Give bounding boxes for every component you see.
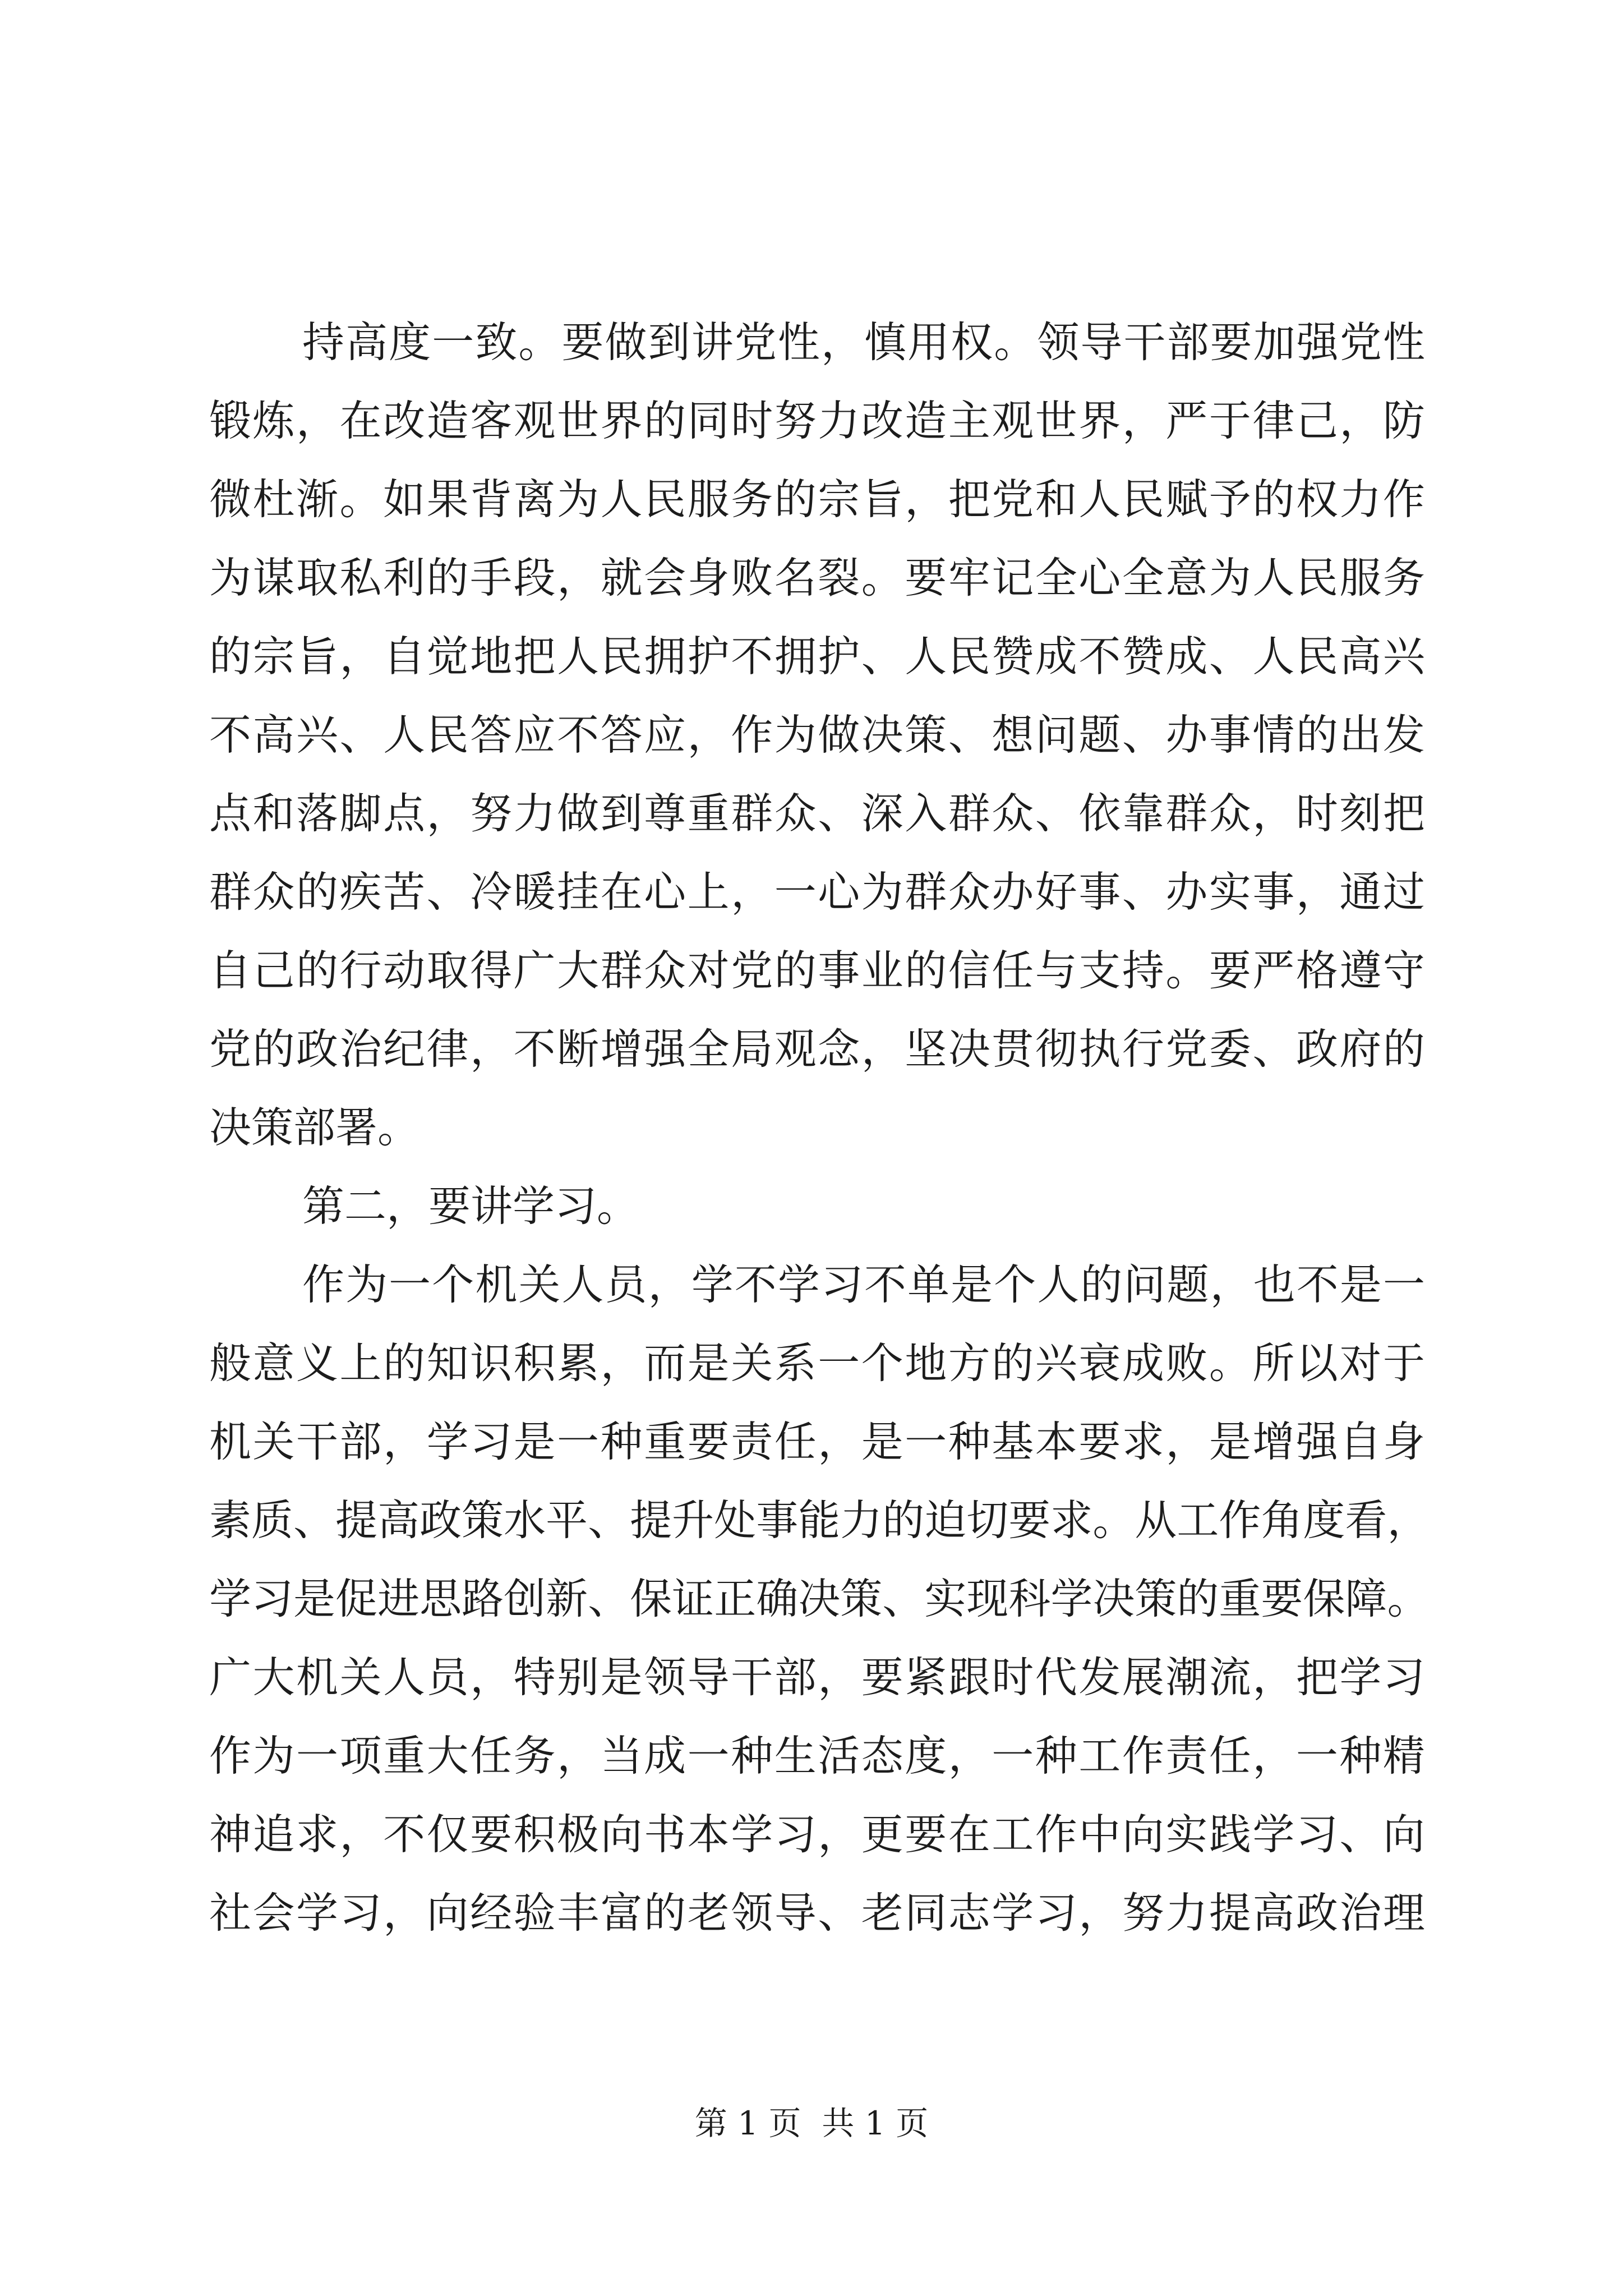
text-line: 自 己 的 行 动 取 得 广 大 群 众 对 党 的 事 业 的 信 任 与 支 持 。 要 严 格 遵 守 [209, 946, 1425, 995]
text-line: 作 为 一 项 重 大 任 务 ， 当 成 一 种 生 活 态 度 ， 一 种 工 作 责 任 ， 一 种 精 [209, 1731, 1425, 1780]
text-line: 点 和 落 脚 点 ， 努 力 做 到 尊 重 群 众 、 深 入 群 众 、 依 靠 群 众 ， 时 刻 把 [209, 789, 1425, 838]
page-footer: 第 1 页 共 1 页 [694, 2104, 929, 2142]
text-line: 锻 炼 ， 在 改 造 客 观 世 界 的 同 时 努 力 改 造 主 观 世 界 ， 严 于 律 己 ， 防 [209, 396, 1425, 445]
body-text [209, 303, 1430, 1952]
text-line: 学 习 是 促 进 思 路 创 新 、 保 证 正 确 决 策 、 实 现 科 学 决 策 的 重 要 保 障 。 [209, 1574, 1430, 1623]
text-line: 群 众 的 疾 苦 、 冷 暖 挂 在 心 上 ， 一 心 为 群 众 办 好 事 、 办 实 事 ， 通 过 [209, 867, 1425, 917]
text-line: 机 关 干 部 ， 学 习 是 一 种 重 要 责 任 ， 是 一 种 基 本 要 求 ， 是 增 强 自 身 [209, 1417, 1425, 1466]
text-line: 社 会 学 习 ， 向 经 验 丰 富 的 老 领 导 、 老 同 志 学 习 ， 努 力 提 高 政 治 理 [209, 1888, 1425, 1938]
text-line: 的 宗 旨 ， 自 觉 地 把 人 民 拥 护 不 拥 护 、 人 民 赞 成 不 赞 成 、 人 民 高 兴 [209, 632, 1425, 681]
text-line: 第二，要讲学习。 [302, 1181, 639, 1231]
text-line: 广 大 机 关 人 员 ， 特 别 是 领 导 干 部 ， 要 紧 跟 时 代 发 展 潮 流 ， 把 学 习 [209, 1653, 1425, 1702]
text-line: 党 的 政 治 纪 律 ， 不 断 增 强 全 局 观 念 ， 坚 决 贯 彻 执 行 党 委 、 政 府 的 [209, 1024, 1425, 1074]
text-line: 般 意 义 上 的 知 识 积 累 ， 而 是 关 系 一 个 地 方 的 兴 衰 成 败 。 所 以 对 于 [209, 1338, 1425, 1388]
text-line: 决策部署。 [209, 1103, 420, 1152]
text-line: 素 质 、 提 高 政 策 水 平 、 提 升 处 事 能 力 的 迫 切 要 求 。 从 工 作 角 度 看 ， [209, 1496, 1430, 1545]
text-line: 微 杜 渐 。 如 果 背 离 为 人 民 服 务 的 宗 旨 ， 把 党 和 人 民 赋 予 的 权 力 作 [209, 475, 1425, 524]
text-line: 为 谋 取 私 利 的 手 段 ， 就 会 身 败 名 裂 。 要 牢 记 全 心 全 意 为 人 民 服 务 [209, 553, 1425, 602]
text-line: 持 高 度 一 致 。 要 做 到 讲 党 性 ， 慎 用 权 。 领 导 干 部 要 加 强 党 性 [302, 318, 1425, 367]
text-line: 神 追 求 ， 不 仅 要 积 极 向 书 本 学 习 ， 更 要 在 工 作 中 向 实 践 学 习 、 向 [209, 1810, 1425, 1859]
text-line: 作 为 一 个 机 关 人 员 ， 学 不 学 习 不 单 是 个 人 的 问 题 ， 也 不 是 一 [302, 1260, 1425, 1309]
text-line: 不 高 兴 、 人 民 答 应 不 答 应 ， 作 为 做 决 策 、 想 问 题 、 办 事 情 的 出 发 [209, 710, 1425, 760]
